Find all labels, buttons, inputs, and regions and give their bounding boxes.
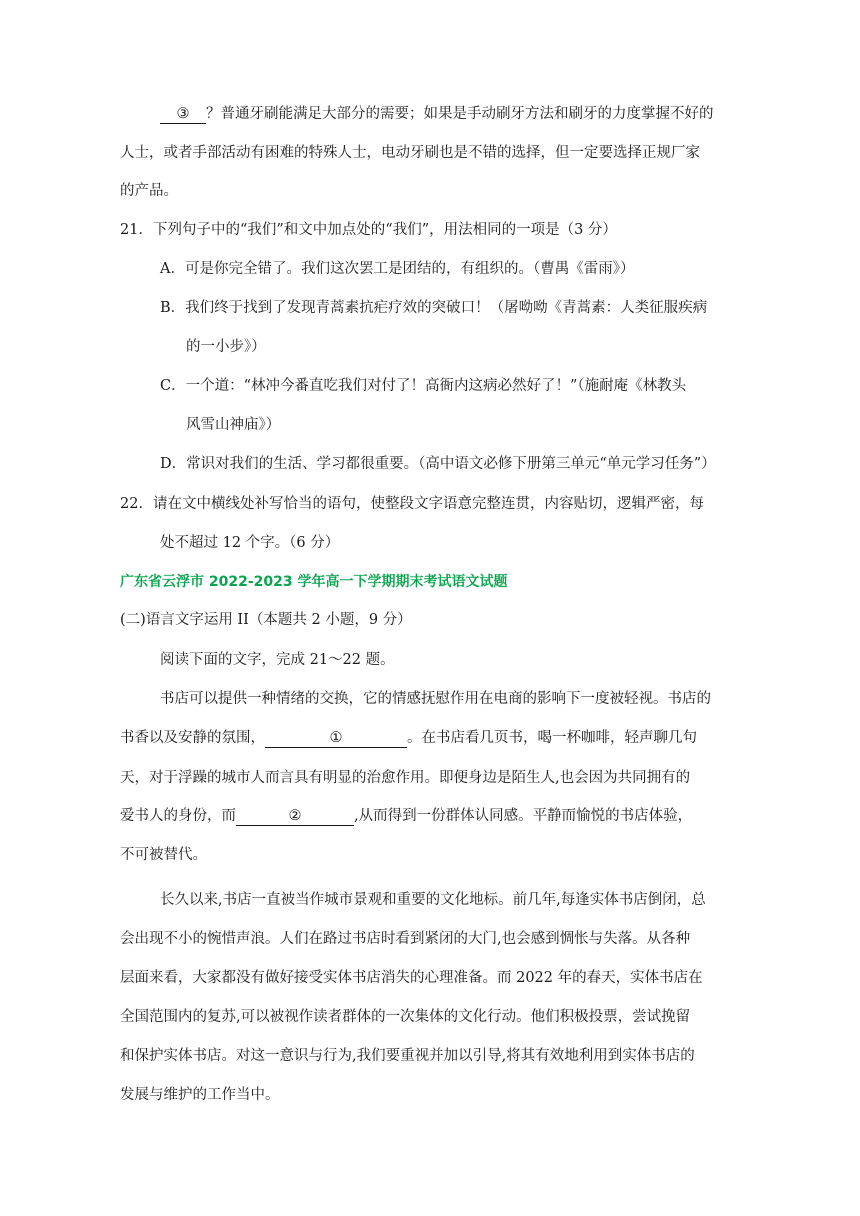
para1-line-2-pre: 书香以及安静的氛围，: [120, 730, 265, 746]
question-21-option-c-line-2: 风雪山神庙》）: [186, 417, 281, 433]
para1-line-4: [120, 806, 692, 826]
question-21-option-a: A．可是你完全错了。我们这次罢工是团结的，有组织的。（曹禺《雷雨》）: [160, 261, 635, 277]
para1-line-1: 书店可以提供一种情绪的交换，它的情感抚慰作用在电商的影响下一度被轻视。书店的: [160, 691, 711, 707]
question-21-option-c-line-1: C．一个道：“林冲今番直吃我们对付了！高衙内这病必然好了！”（施耐庵《林教头: [160, 378, 687, 394]
question-22-line-2: 处不超过 12 个字。（6 分）: [160, 535, 340, 551]
para1-line-4-post: ,从而得到一份群体认同感。平静而愉悦的书店体验，: [354, 808, 693, 824]
blank-1: ①: [265, 729, 407, 748]
blank-2: ②: [236, 807, 354, 826]
question-21-stem: 21．下列句子中的“我们”和文中加点处的“我们”，用法相同的一项是（3 分）: [120, 222, 617, 238]
section-instruction: 阅读下面的文字，完成 21～22 题。: [160, 652, 395, 668]
para1-line-5: 不可被替代。: [120, 847, 207, 863]
para2-line-1: 长久以来,书店一直被当作城市景观和重要的文化地标。前几年,每逢实体书店倒闭，总: [160, 892, 706, 908]
question-21-option-d: D．常识对我们的生活、学习都很重要。（高中语文必修下册第三单元“单元学习任务”）: [160, 456, 716, 472]
para2-line-5: 和保护实体书店。对这一意识与行为,我们要重视并加以引导,将其有效地利用到实体书店的: [120, 1048, 695, 1064]
para1-line-2-post: 。在书店看几页书，喝一杯咖啡，轻声聊几句: [407, 730, 697, 746]
para1-line-4-pre: 爱书人的身份，而: [120, 808, 236, 824]
question-21-option-b-line-2: 的一小步》）: [186, 339, 266, 355]
para2-line-6: 发展与维护的工作当中。: [120, 1087, 280, 1103]
para1-line-2: [120, 728, 697, 748]
question-21-option-b-line-1: B．我们终于找到了发现青蒿素抗疟疗效的突破口！（屠呦呦《青蒿素：人类征服疾病: [160, 300, 708, 316]
passage-top-line-2: 人士，或者手部活动有困难的特殊人士，电动牙刷也是不错的选择，但一定要选择正规厂家: [120, 145, 700, 161]
passage-top-line-1-text: ？普通牙刷能满足大部分的需要；如果是手动刷牙方法和刷牙的力度掌握不好的: [206, 106, 714, 122]
para2-line-4: 全国范围内的复苏,可以被视作读者群体的一次集体的文化行动。他们积极投票，尝试挽留: [120, 1009, 691, 1025]
section-heading: (二)语言文字运用 II（本题共 2 小题，9 分）: [120, 612, 412, 628]
passage-top-line-3: 的产品。: [120, 183, 178, 199]
question-22-line-1: 22．请在文中横线处补写恰当的语句，使整段文字语意完整连贯，内容贴切，逻辑严密，每: [120, 496, 704, 512]
para1-line-3: 天，对于浮躁的城市人而言具有明显的治愈作用。即便身边是陌生人,也会因为共同拥有的: [120, 770, 691, 786]
blank-3: ③: [160, 105, 206, 124]
passage-top-line-1: [160, 104, 714, 124]
para2-line-3: 层面来看，大家都没有做好接受实体书店消失的心理准备。而 2022 年的春天，实体书店在: [120, 970, 703, 986]
para2-line-2: 会出现不小的惋惜声浪。人们在路过书店时看到紧闭的大门,也会感到惆怅与失落。从各种: [120, 931, 691, 947]
source-title: 广东省云浮市 2022-2023 学年高一下学期期末考试语文试题: [120, 574, 508, 590]
